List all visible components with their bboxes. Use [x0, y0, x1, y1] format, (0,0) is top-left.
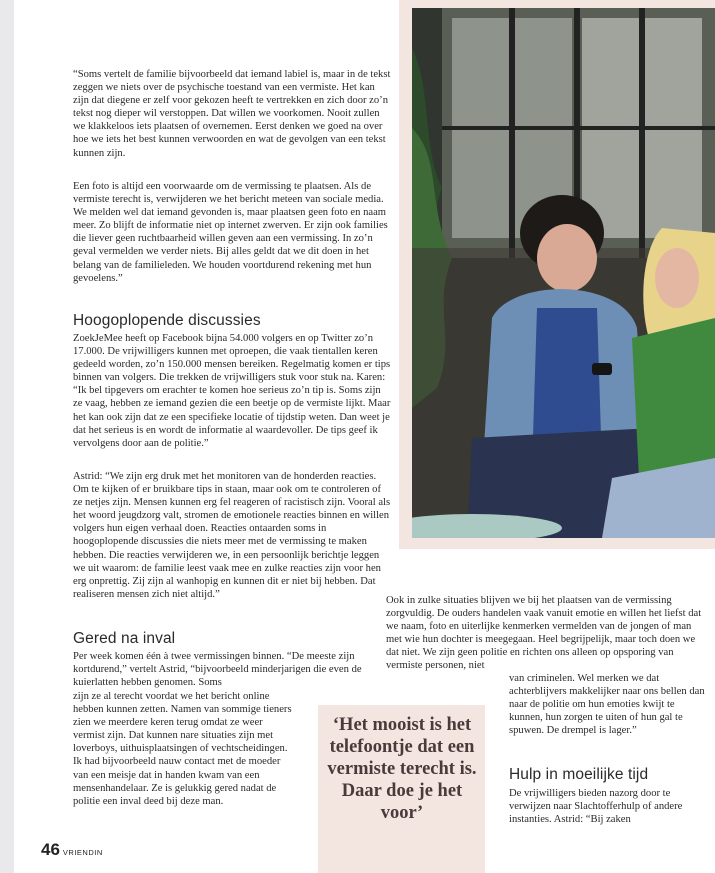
page-number: 46 [41, 840, 60, 859]
column2-paragraph-2: De vrijwilligers bieden nazorg door te verwijzen naar Slachtofferhulp of andere instanties. Astrid: “Bij zaken [509, 788, 683, 826]
intro-paragraph-2: Een foto is altijd een voorwaarde om de vermissing te plaatsen. Als de vermiste terecht is, verwijderen we het bericht meteen van sociale media. We melden wel dat iemand gevonden is, maar plaatsen geen foto en naam meer. Zo blijft de informatie niet op internet zwerven. Er zijn ook families die liever geen ruchtbaarheid willen geven aan een vermissing. In zo’n geval vermelden we verder niets. Bij alles geldt dat we dit doen in het belang van de familieleden. We houden voortdurend rekening met hun gevoelens.” [73, 181, 388, 284]
pull-quote: ‘Het mooist is het telefoontje dat een vermiste terecht is. Daar doe je het voor’ [327, 715, 477, 823]
section1-paragraph-2: Astrid: “We zijn erg druk met het monitoren van de honderden reacties. Om te kijken of er bruikbare tips in staan, maar ook om te controleren of ze netjes zijn. Mensen kunnen erg fel reageren of racistisch zijn. Vooral als het woord jeugdzorg valt, stromen de emotionele reacties binnen en willen volgers hun eigen verhaal doen. Reacties ontaarden soms in hoogoplopende discussies die niets meer met de vermissing te maken hebben. Die reacties verwijderen we, in een persoonlijk berichtje leggen we uit waarom: de familie leest vaak mee en zulke reacties zijn voor hen erg onprettig. Zij zijn al wanhopig en kunnen dit er niet bij hebben. Dat realiseren mensen zich niet altijd.” [73, 471, 391, 600]
section2-paragraph-a: Per week komen één à twee vermissingen binnen. “De meeste zijn kortdurend,” vertelt Astrid, “bijvoorbeeld minderjarigen die even de kuierlatten hebben genomen. Soms [73, 651, 362, 689]
magazine-name: VRIENDIN [62, 848, 103, 857]
column2-paragraph-b: van criminelen. Wel merken we dat achterblijvers makkelijker naar ons bellen dan naar de politie om hun emoties kwijt te kunnen, hun zorgen te uiten of hun gal te spuwen. De drempel is lager.” [509, 673, 705, 737]
column2-paragraph: Ook in zulke situaties blijven we bij het plaatsen van de vermissing zorgvuldig. De ouders handelen vaak vanuit emotie en willen het liefst dat we naam, foto en uiterlijke kenmerken vermelden van de jongen of man met wie hun dochter is meegegaan. Heel begrijpelijk, maar toch doen we dat niet. We zijn geen politie en richten ons alleen op opsporing van vermiste personen, niet [386, 595, 702, 672]
heading-hulp-in-moeilijke-tijd: Hulp in moeilijke tijd [509, 766, 649, 783]
page-folio [41, 840, 103, 860]
heading-gered-na-inval: Gered na inval [73, 630, 176, 647]
intro-paragraph: “Soms vertelt de familie bijvoorbeeld dat iemand labiel is, maar in de tekst zeggen we niets over de psychische toestand van een vermiste. Het kan zijn dat diegene er zelf voor gekozen heeft te vertrekken en zich door zo’n tekst nog dieper wil verstoppen. Dat willen we voorkomen. Nooit zullen we klakkeloos iets plaatsen of overnemen. Eerst denken we goed na over hoe we iets het best kunnen verwoorden en wat de gevolgen van een tekst kunnen zijn. [73, 69, 391, 159]
article-photo [412, 8, 715, 538]
section2-paragraph-b: zijn ze al terecht voordat we het bericht online hebben kunnen zetten. Namen van sommige tieners zien we meerdere keren terug omdat ze weer vermist zijn. Dat kunnen nare situaties zijn met loverboys, uithuisplaatsingen of vechtscheidingen. Ik had bijvoorbeeld nauw contact met de moeder van een meisje dat in handen kwam van een mensenhandelaar. Ze is gelukkig gered nadat de politie een inval deed bij deze man. [73, 691, 292, 807]
section1-paragraph: ZoekJeMee heeft op Facebook bijna 54.000 volgers en op Twitter zo’n 17.000. De vrijwilligers kunnen met oproepen, die vaak tientallen keren gedeeld worden, zo’n 150.000 mensen bereiken. Regelmatig komen er tips binnen van volgers. Die trekken de vrijwilligers stuk voor stuk na. Karen: “Ik bel tipgevers om erachter te komen hoe serieus zo’n tip is. Soms zijn ze vaag, hebben ze iemand gezien die een beetje op de vermiste lijkt. Maar het kan ook zijn dat ze een specifieke locatie of tijdstip weten. Dan weet je dat het serieus is en wordt de informatie al waardevoller. De tips geef ik vervolgens door aan de politie.” [73, 333, 391, 449]
heading-hoogoplopende-discussies: Hoogoplopende discussies [73, 312, 261, 329]
